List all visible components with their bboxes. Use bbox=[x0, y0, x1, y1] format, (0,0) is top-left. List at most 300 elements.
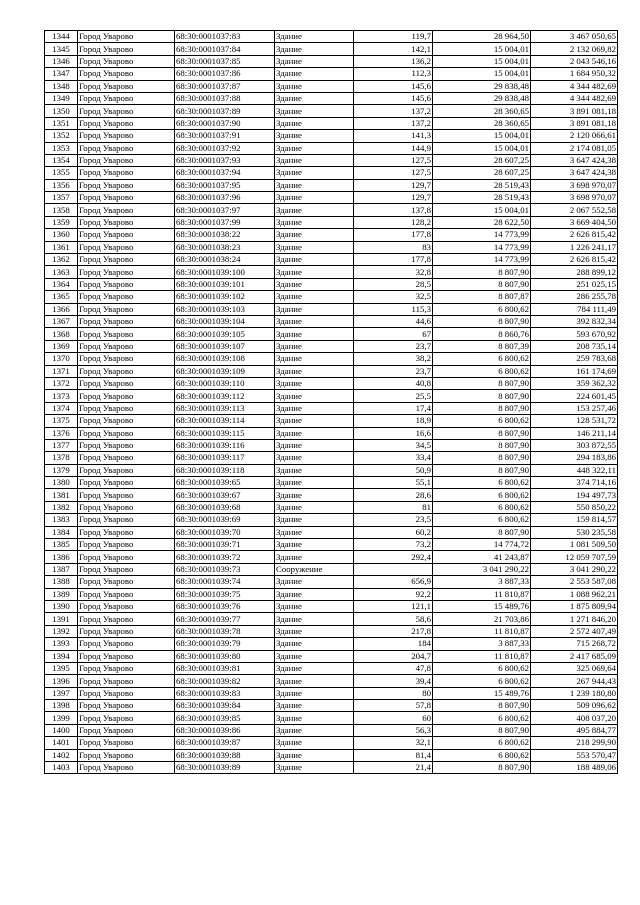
unit-value-cell: 28 607,25 bbox=[433, 167, 531, 179]
unit-value-cell: 6 800,62 bbox=[433, 749, 531, 761]
cadastral-value-cell: 12 059 707,59 bbox=[531, 551, 618, 563]
area-cell: 73,2 bbox=[354, 539, 433, 551]
table-row bbox=[45, 130, 618, 142]
row-number-cell: 1356 bbox=[45, 179, 78, 191]
cadastral-number-cell: 68:30:0001039:109 bbox=[175, 365, 275, 377]
unit-value-cell: 8 807,90 bbox=[433, 526, 531, 538]
cadastral-value-cell: 550 850,22 bbox=[531, 501, 618, 513]
cadastral-number-cell: 68:30:0001037:84 bbox=[175, 43, 275, 55]
area-cell: 21,4 bbox=[354, 762, 433, 774]
cadastral-number-cell: 68:30:0001037:86 bbox=[175, 68, 275, 80]
cadastral-value-cell: 2 417 685,09 bbox=[531, 650, 618, 662]
table-row bbox=[45, 377, 618, 389]
cadastral-value-cell: 288 899,12 bbox=[531, 266, 618, 278]
row-number-cell: 1369 bbox=[45, 340, 78, 352]
object-type-cell: Здание bbox=[275, 464, 354, 476]
row-number-cell: 1376 bbox=[45, 427, 78, 439]
unit-value-cell: 11 810,87 bbox=[433, 650, 531, 662]
settlement-cell: Город Уварово bbox=[78, 117, 175, 129]
table-row bbox=[45, 241, 618, 253]
object-type-cell: Здание bbox=[275, 55, 354, 67]
settlement-cell: Город Уварово bbox=[78, 563, 175, 575]
table-row bbox=[45, 402, 618, 414]
table-row bbox=[45, 576, 618, 588]
cadastral-value-cell: 159 814,57 bbox=[531, 514, 618, 526]
settlement-cell: Город Уварово bbox=[78, 415, 175, 427]
row-number-cell: 1396 bbox=[45, 675, 78, 687]
area-cell: 23,5 bbox=[354, 514, 433, 526]
row-number-cell: 1388 bbox=[45, 576, 78, 588]
cadastral-number-cell: 68:30:0001039:82 bbox=[175, 675, 275, 687]
settlement-cell: Город Уварово bbox=[78, 278, 175, 290]
cadastral-value-cell: 530 235,58 bbox=[531, 526, 618, 538]
object-type-cell: Здание bbox=[275, 192, 354, 204]
cadastral-number-cell: 68:30:0001039:87 bbox=[175, 737, 275, 749]
settlement-cell: Город Уварово bbox=[78, 675, 175, 687]
cadastral-number-cell: 68:30:0001039:68 bbox=[175, 501, 275, 513]
table-row bbox=[45, 92, 618, 104]
row-number-cell: 1383 bbox=[45, 514, 78, 526]
table-row bbox=[45, 489, 618, 501]
area-cell: 32,1 bbox=[354, 737, 433, 749]
cadastral-number-cell: 68:30:0001039:83 bbox=[175, 687, 275, 699]
object-type-cell: Здание bbox=[275, 675, 354, 687]
cadastral-value-cell: 218 299,90 bbox=[531, 737, 618, 749]
settlement-cell: Город Уварово bbox=[78, 539, 175, 551]
row-number-cell: 1352 bbox=[45, 130, 78, 142]
table-row bbox=[45, 650, 618, 662]
object-type-cell: Здание bbox=[275, 216, 354, 228]
cadastral-number-cell: 68:30:0001037:92 bbox=[175, 142, 275, 154]
row-number-cell: 1402 bbox=[45, 749, 78, 761]
row-number-cell: 1401 bbox=[45, 737, 78, 749]
unit-value-cell: 3 887,33 bbox=[433, 576, 531, 588]
cadastral-number-cell: 68:30:0001037:99 bbox=[175, 216, 275, 228]
settlement-cell: Город Уварово bbox=[78, 229, 175, 241]
object-type-cell: Здание bbox=[275, 365, 354, 377]
object-type-cell: Здание bbox=[275, 749, 354, 761]
row-number-cell: 1392 bbox=[45, 625, 78, 637]
object-type-cell: Здание bbox=[275, 303, 354, 315]
cadastral-number-cell: 68:30:0001037:90 bbox=[175, 117, 275, 129]
object-type-cell: Здание bbox=[275, 724, 354, 736]
area-cell: 128,2 bbox=[354, 216, 433, 228]
row-number-cell: 1362 bbox=[45, 254, 78, 266]
row-number-cell: 1344 bbox=[45, 31, 78, 43]
cadastral-number-cell: 68:30:0001037:87 bbox=[175, 80, 275, 92]
object-type-cell: Здание bbox=[275, 539, 354, 551]
unit-value-cell: 3 041 290,22 bbox=[433, 563, 531, 575]
unit-value-cell: 28 607,25 bbox=[433, 154, 531, 166]
table-row bbox=[45, 55, 618, 67]
unit-value-cell: 28 519,43 bbox=[433, 179, 531, 191]
cadastral-value-cell: 3 647 424,38 bbox=[531, 167, 618, 179]
table-body bbox=[45, 31, 618, 774]
row-number-cell: 1399 bbox=[45, 712, 78, 724]
settlement-cell: Город Уварово bbox=[78, 662, 175, 674]
row-number-cell: 1346 bbox=[45, 55, 78, 67]
object-type-cell: Здание bbox=[275, 551, 354, 563]
row-number-cell: 1390 bbox=[45, 600, 78, 612]
area-cell: 28,6 bbox=[354, 489, 433, 501]
unit-value-cell: 8 807,90 bbox=[433, 724, 531, 736]
cadastral-value-cell: 294 183,86 bbox=[531, 452, 618, 464]
unit-value-cell: 6 800,62 bbox=[433, 303, 531, 315]
row-number-cell: 1351 bbox=[45, 117, 78, 129]
object-type-cell: Здание bbox=[275, 625, 354, 637]
settlement-cell: Город Уварово bbox=[78, 92, 175, 104]
cadastral-number-cell: 68:30:0001039:104 bbox=[175, 315, 275, 327]
table-row bbox=[45, 427, 618, 439]
row-number-cell: 1349 bbox=[45, 92, 78, 104]
unit-value-cell: 8 807,87 bbox=[433, 291, 531, 303]
cadastral-number-cell: 68:30:0001037:93 bbox=[175, 154, 275, 166]
table-row bbox=[45, 749, 618, 761]
cadastral-number-cell: 68:30:0001039:105 bbox=[175, 328, 275, 340]
object-type-cell: Здание bbox=[275, 278, 354, 290]
cadastral-value-cell: 1 088 962,21 bbox=[531, 588, 618, 600]
cadastral-value-cell: 3 698 970,07 bbox=[531, 192, 618, 204]
unit-value-cell: 6 800,62 bbox=[433, 737, 531, 749]
area-cell: 23,7 bbox=[354, 365, 433, 377]
unit-value-cell: 8 807,90 bbox=[433, 452, 531, 464]
object-type-cell: Здание bbox=[275, 80, 354, 92]
row-number-cell: 1354 bbox=[45, 154, 78, 166]
table-row bbox=[45, 192, 618, 204]
row-number-cell: 1379 bbox=[45, 464, 78, 476]
settlement-cell: Город Уварово bbox=[78, 31, 175, 43]
cadastral-value-cell: 194 497,73 bbox=[531, 489, 618, 501]
settlement-cell: Город Уварово bbox=[78, 625, 175, 637]
object-type-cell: Здание bbox=[275, 439, 354, 451]
unit-value-cell: 8 860,76 bbox=[433, 328, 531, 340]
row-number-cell: 1374 bbox=[45, 402, 78, 414]
table-row bbox=[45, 216, 618, 228]
unit-value-cell: 28 360,65 bbox=[433, 117, 531, 129]
cadastral-value-cell: 146 211,14 bbox=[531, 427, 618, 439]
settlement-cell: Город Уварово bbox=[78, 576, 175, 588]
area-cell: 39,4 bbox=[354, 675, 433, 687]
unit-value-cell: 8 807,90 bbox=[433, 402, 531, 414]
object-type-cell: Здание bbox=[275, 501, 354, 513]
settlement-cell: Город Уварово bbox=[78, 154, 175, 166]
settlement-cell: Город Уварово bbox=[78, 179, 175, 191]
table-row bbox=[45, 31, 618, 43]
area-cell: 121,1 bbox=[354, 600, 433, 612]
cadastral-number-cell: 68:30:0001039:73 bbox=[175, 563, 275, 575]
cadastral-number-cell: 68:30:0001039:108 bbox=[175, 353, 275, 365]
object-type-cell: Здание bbox=[275, 179, 354, 191]
row-number-cell: 1373 bbox=[45, 390, 78, 402]
object-type-cell: Здание bbox=[275, 142, 354, 154]
unit-value-cell: 6 800,62 bbox=[433, 365, 531, 377]
cadastral-value-cell: 3 698 970,07 bbox=[531, 179, 618, 191]
cadastral-number-cell: 68:30:0001037:94 bbox=[175, 167, 275, 179]
table-row bbox=[45, 600, 618, 612]
cadastral-number-cell: 68:30:0001039:112 bbox=[175, 390, 275, 402]
table-row bbox=[45, 724, 618, 736]
row-number-cell: 1403 bbox=[45, 762, 78, 774]
area-cell: 177,8 bbox=[354, 254, 433, 266]
object-type-cell: Здание bbox=[275, 291, 354, 303]
cadastral-value-cell: 553 570,47 bbox=[531, 749, 618, 761]
cadastral-value-cell: 2 553 587,08 bbox=[531, 576, 618, 588]
table-row bbox=[45, 551, 618, 563]
cadastral-value-cell: 3 669 404,50 bbox=[531, 216, 618, 228]
unit-value-cell: 6 800,62 bbox=[433, 489, 531, 501]
cadastral-number-cell: 68:30:0001039:116 bbox=[175, 439, 275, 451]
cadastral-value-cell: 208 735,14 bbox=[531, 340, 618, 352]
cadastral-value-cell: 3 041 290,22 bbox=[531, 563, 618, 575]
unit-value-cell: 6 800,62 bbox=[433, 514, 531, 526]
object-type-cell: Здание bbox=[275, 340, 354, 352]
cadastral-number-cell: 68:30:0001039:102 bbox=[175, 291, 275, 303]
row-number-cell: 1400 bbox=[45, 724, 78, 736]
area-cell: 119,7 bbox=[354, 31, 433, 43]
cadastral-value-cell: 267 944,43 bbox=[531, 675, 618, 687]
settlement-cell: Город Уварово bbox=[78, 477, 175, 489]
cadastral-number-cell: 68:30:0001039:70 bbox=[175, 526, 275, 538]
row-number-cell: 1391 bbox=[45, 613, 78, 625]
cadastral-value-cell: 251 025,15 bbox=[531, 278, 618, 290]
row-number-cell: 1361 bbox=[45, 241, 78, 253]
unit-value-cell: 14 774,72 bbox=[433, 539, 531, 551]
object-type-cell: Здание bbox=[275, 328, 354, 340]
settlement-cell: Город Уварово bbox=[78, 724, 175, 736]
object-type-cell: Здание bbox=[275, 266, 354, 278]
settlement-cell: Город Уварово bbox=[78, 700, 175, 712]
table-row bbox=[45, 43, 618, 55]
area-cell: 55,1 bbox=[354, 477, 433, 489]
settlement-cell: Город Уварово bbox=[78, 712, 175, 724]
row-number-cell: 1370 bbox=[45, 353, 78, 365]
area-cell: 137,8 bbox=[354, 204, 433, 216]
area-cell: 60 bbox=[354, 712, 433, 724]
cadastral-number-cell: 68:30:0001039:65 bbox=[175, 477, 275, 489]
object-type-cell: Здание bbox=[275, 452, 354, 464]
table-row bbox=[45, 117, 618, 129]
row-number-cell: 1368 bbox=[45, 328, 78, 340]
object-type-cell: Здание bbox=[275, 700, 354, 712]
cadastral-number-cell: 68:30:0001037:88 bbox=[175, 92, 275, 104]
cadastral-number-cell: 68:30:0001039:85 bbox=[175, 712, 275, 724]
area-cell: 16,6 bbox=[354, 427, 433, 439]
unit-value-cell: 15 004,01 bbox=[433, 43, 531, 55]
table-row bbox=[45, 464, 618, 476]
area-cell: 144,9 bbox=[354, 142, 433, 154]
area-cell: 34,5 bbox=[354, 439, 433, 451]
area-cell: 56,3 bbox=[354, 724, 433, 736]
unit-value-cell: 8 807,90 bbox=[433, 315, 531, 327]
table-row bbox=[45, 539, 618, 551]
area-cell: 47,8 bbox=[354, 662, 433, 674]
object-type-cell: Здание bbox=[275, 353, 354, 365]
cadastral-value-cell: 303 872,55 bbox=[531, 439, 618, 451]
area-cell: 145,6 bbox=[354, 80, 433, 92]
unit-value-cell: 6 800,62 bbox=[433, 353, 531, 365]
area-cell: 38,2 bbox=[354, 353, 433, 365]
area-cell: 25,5 bbox=[354, 390, 433, 402]
area-cell: 217,8 bbox=[354, 625, 433, 637]
object-type-cell: Здание bbox=[275, 687, 354, 699]
unit-value-cell: 28 360,65 bbox=[433, 105, 531, 117]
area-cell: 28,5 bbox=[354, 278, 433, 290]
cadastral-number-cell: 68:30:0001039:100 bbox=[175, 266, 275, 278]
cadastral-number-cell: 68:30:0001039:69 bbox=[175, 514, 275, 526]
row-number-cell: 1372 bbox=[45, 377, 78, 389]
table-row bbox=[45, 105, 618, 117]
table-row bbox=[45, 328, 618, 340]
area-cell: 23,7 bbox=[354, 340, 433, 352]
cadastral-value-table bbox=[44, 30, 618, 774]
cadastral-value-cell: 784 111,49 bbox=[531, 303, 618, 315]
settlement-cell: Город Уварово bbox=[78, 303, 175, 315]
settlement-cell: Город Уварово bbox=[78, 55, 175, 67]
object-type-cell: Здание bbox=[275, 68, 354, 80]
object-type-cell: Здание bbox=[275, 477, 354, 489]
table-row bbox=[45, 291, 618, 303]
table-row bbox=[45, 390, 618, 402]
settlement-cell: Город Уварово bbox=[78, 427, 175, 439]
cadastral-value-cell: 2 067 552,58 bbox=[531, 204, 618, 216]
cadastral-number-cell: 68:30:0001039:76 bbox=[175, 600, 275, 612]
cadastral-value-cell: 4 344 482,69 bbox=[531, 92, 618, 104]
cadastral-number-cell: 68:30:0001037:91 bbox=[175, 130, 275, 142]
unit-value-cell: 28 622,50 bbox=[433, 216, 531, 228]
object-type-cell: Здание bbox=[275, 489, 354, 501]
area-cell: 184 bbox=[354, 638, 433, 650]
object-type-cell: Здание bbox=[275, 154, 354, 166]
settlement-cell: Город Уварово bbox=[78, 600, 175, 612]
cadastral-value-cell: 3 467 050,65 bbox=[531, 31, 618, 43]
settlement-cell: Город Уварово bbox=[78, 68, 175, 80]
object-type-cell: Здание bbox=[275, 588, 354, 600]
row-number-cell: 1363 bbox=[45, 266, 78, 278]
area-cell: 57,8 bbox=[354, 700, 433, 712]
row-number-cell: 1350 bbox=[45, 105, 78, 117]
settlement-cell: Город Уварово bbox=[78, 167, 175, 179]
cadastral-value-cell: 2 626 815,42 bbox=[531, 254, 618, 266]
settlement-cell: Город Уварово bbox=[78, 638, 175, 650]
cadastral-value-cell: 2 043 546,16 bbox=[531, 55, 618, 67]
table-row bbox=[45, 588, 618, 600]
object-type-cell: Здание bbox=[275, 402, 354, 414]
area-cell: 33,4 bbox=[354, 452, 433, 464]
table-row bbox=[45, 452, 618, 464]
settlement-cell: Город Уварово bbox=[78, 216, 175, 228]
settlement-cell: Город Уварово bbox=[78, 501, 175, 513]
settlement-cell: Город Уварово bbox=[78, 80, 175, 92]
object-type-cell: Здание bbox=[275, 638, 354, 650]
row-number-cell: 1398 bbox=[45, 700, 78, 712]
unit-value-cell: 6 800,62 bbox=[433, 415, 531, 427]
cadastral-value-cell: 593 670,92 bbox=[531, 328, 618, 340]
cadastral-value-cell: 448 322,11 bbox=[531, 464, 618, 476]
settlement-cell: Город Уварово bbox=[78, 687, 175, 699]
object-type-cell: Здание bbox=[275, 526, 354, 538]
table-row bbox=[45, 365, 618, 377]
cadastral-number-cell: 68:30:0001037:96 bbox=[175, 192, 275, 204]
cadastral-value-cell: 392 832,34 bbox=[531, 315, 618, 327]
settlement-cell: Город Уварово bbox=[78, 142, 175, 154]
row-number-cell: 1357 bbox=[45, 192, 78, 204]
area-cell: 50,9 bbox=[354, 464, 433, 476]
row-number-cell: 1366 bbox=[45, 303, 78, 315]
cadastral-value-cell: 374 714,16 bbox=[531, 477, 618, 489]
table-row bbox=[45, 353, 618, 365]
settlement-cell: Город Уварово bbox=[78, 650, 175, 662]
area-cell: 17,4 bbox=[354, 402, 433, 414]
settlement-cell: Город Уварово bbox=[78, 192, 175, 204]
cadastral-number-cell: 68:30:0001039:110 bbox=[175, 377, 275, 389]
row-number-cell: 1347 bbox=[45, 68, 78, 80]
cadastral-value-cell: 1 875 809,94 bbox=[531, 600, 618, 612]
row-number-cell: 1348 bbox=[45, 80, 78, 92]
unit-value-cell: 8 807,90 bbox=[433, 278, 531, 290]
cadastral-number-cell: 68:30:0001039:88 bbox=[175, 749, 275, 761]
table-row bbox=[45, 501, 618, 513]
row-number-cell: 1382 bbox=[45, 501, 78, 513]
cadastral-value-cell: 1 684 950,32 bbox=[531, 68, 618, 80]
area-cell: 177,8 bbox=[354, 229, 433, 241]
cadastral-number-cell: 68:30:0001039:84 bbox=[175, 700, 275, 712]
object-type-cell: Здание bbox=[275, 712, 354, 724]
row-number-cell: 1389 bbox=[45, 588, 78, 600]
cadastral-number-cell: 68:30:0001039:79 bbox=[175, 638, 275, 650]
unit-value-cell: 14 773,99 bbox=[433, 229, 531, 241]
cadastral-number-cell: 68:30:0001039:78 bbox=[175, 625, 275, 637]
cadastral-value-cell: 495 884,77 bbox=[531, 724, 618, 736]
object-type-cell: Здание bbox=[275, 576, 354, 588]
settlement-cell: Город Уварово bbox=[78, 762, 175, 774]
row-number-cell: 1394 bbox=[45, 650, 78, 662]
unit-value-cell: 8 807,90 bbox=[433, 464, 531, 476]
settlement-cell: Город Уварово bbox=[78, 526, 175, 538]
settlement-cell: Город Уварово bbox=[78, 452, 175, 464]
unit-value-cell: 8 807,90 bbox=[433, 427, 531, 439]
table-row bbox=[45, 439, 618, 451]
settlement-cell: Город Уварово bbox=[78, 204, 175, 216]
row-number-cell: 1360 bbox=[45, 229, 78, 241]
table-row bbox=[45, 687, 618, 699]
table-row bbox=[45, 315, 618, 327]
row-number-cell: 1358 bbox=[45, 204, 78, 216]
table-row bbox=[45, 303, 618, 315]
table-row bbox=[45, 675, 618, 687]
settlement-cell: Город Уварово bbox=[78, 377, 175, 389]
cadastral-value-cell: 259 783,68 bbox=[531, 353, 618, 365]
cadastral-value-cell: 509 096,62 bbox=[531, 700, 618, 712]
area-cell: 129,7 bbox=[354, 179, 433, 191]
area-cell: 656,9 bbox=[354, 576, 433, 588]
cadastral-number-cell: 68:30:0001039:77 bbox=[175, 613, 275, 625]
cadastral-value-cell: 3 891 081,18 bbox=[531, 105, 618, 117]
unit-value-cell: 3 887,33 bbox=[433, 638, 531, 650]
unit-value-cell: 8 807,90 bbox=[433, 390, 531, 402]
table-row bbox=[45, 415, 618, 427]
row-number-cell: 1385 bbox=[45, 539, 78, 551]
object-type-cell: Здание bbox=[275, 130, 354, 142]
settlement-cell: Город Уварово bbox=[78, 266, 175, 278]
cadastral-value-cell: 224 601,45 bbox=[531, 390, 618, 402]
object-type-cell: Здание bbox=[275, 43, 354, 55]
object-type-cell: Здание bbox=[275, 600, 354, 612]
area-cell: 58,6 bbox=[354, 613, 433, 625]
unit-value-cell: 8 807,90 bbox=[433, 377, 531, 389]
cadastral-value-cell: 2 174 081,05 bbox=[531, 142, 618, 154]
object-type-cell: Здание bbox=[275, 415, 354, 427]
row-number-cell: 1384 bbox=[45, 526, 78, 538]
